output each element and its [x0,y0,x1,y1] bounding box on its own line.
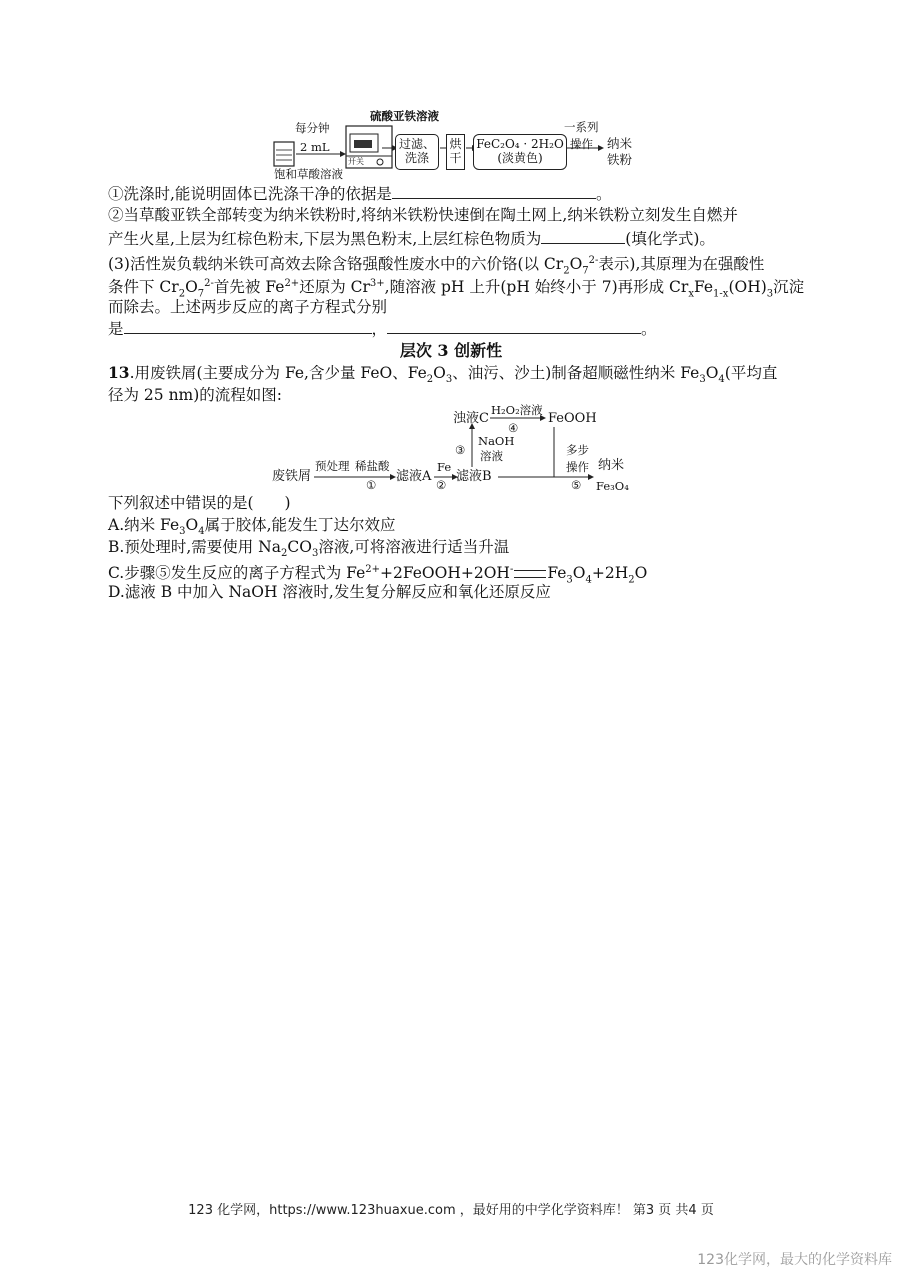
q13-stem-a: .用废铁屑(主要成分为 Fe,含少量 FeO、Fe [129,364,427,382]
pretreat-label: 预处理 [315,459,350,473]
sub: 2 [563,265,570,277]
q12-line3-text: 产生火星,上层为红棕色粉末,下层为黑色粉末,上层红棕色物质为 [108,230,542,248]
q12-line5-a: 条件下 Cr [108,278,179,297]
q13-stem-e: (平均直 [724,364,778,382]
answer-blank-2[interactable] [541,227,625,244]
option-d[interactable]: D.滤液 B 中加入 NaOH 溶液时,发生复分解反应和氧化还原反应 [108,583,551,601]
diagram1-left-bottom: 饱和草酸溶液 [274,167,343,181]
q12-line5-c: 还原为 Cr [299,278,370,297]
q12-line5-b: 首先被 Fe [213,278,285,297]
step3-num: ③ [455,443,466,457]
sub: 3 [445,374,453,386]
q12-line3-end: (填化学式)。 [625,230,715,248]
arrow-label-top: 一系列 [564,120,599,134]
filtrate-a-label: 滤液A [396,469,432,484]
option-c-text-2: +2FeOOH+2OH [380,564,510,583]
q12-line5-d: ,随溶液 pH 上升(pH 始终小于 7)再形成 Cr [384,278,689,297]
sub: 2 [280,548,288,560]
sup: 3+ [369,278,385,289]
diagram1-left-top: 每分钟 [295,121,330,135]
arrow-label-bottom: 操作 [570,137,593,151]
option-b-text-3: 溶液,可将溶液进行适当升温 [318,538,510,556]
sup: 2+ [284,278,300,289]
sup: 2- [588,255,599,266]
q12-line5-e: Fe [693,278,714,297]
step4-num: ④ [508,421,519,435]
sub: 2 [628,574,635,586]
answer-blank-3[interactable] [124,317,372,334]
multi-step-2: 操作 [566,460,589,474]
q12-line1-text: ①洗涤时,能说明固体已洗涤干净的依据是 [108,185,392,203]
q12-line1 [108,182,611,205]
sub: 1-x [713,288,729,300]
step2-num: ② [436,478,447,492]
nano-label: 纳米 [598,458,625,473]
option-c-text-6: O [634,564,648,583]
q12-line3 [108,227,715,250]
sub: 2 [426,374,434,386]
option-c-text-1: C.步骤⑤发生反应的离子方程式为 Fe [108,564,366,583]
box1-line1: 过滤、 [398,137,435,151]
q13-stem-d: O [705,364,719,382]
ferrous-oxalate-box [473,134,567,170]
q13-stem-b: O [433,364,446,382]
question-number: 13 [108,363,130,382]
box3-line2: (淡黄色) [497,151,543,165]
sub: 7 [582,265,589,277]
sub: 3 [699,374,706,386]
q13-stem-line2: 径为 25 nm)的流程如图: [108,386,283,404]
box1-line2: 洗涤 [404,151,429,165]
option-a-text-1: A.纳米 Fe [108,516,180,534]
equal-sign [514,570,546,578]
dry-box [446,134,465,170]
q12-line5-g: 沉淀 [773,278,805,297]
q12-line6: 而除去。上述两步反应的离子方程式分别 [108,298,388,316]
diagram1-rate: 2 mL [300,140,330,154]
h2o2-label: H₂O₂溶液 [491,403,543,417]
page-footer: 123 化学网，https://www.123huaxue.com ，最好用的中学化学资料库！ 第3 页 共4 页 [188,1203,714,1218]
sub: 7 [197,288,205,300]
section-heading: 层次 3 创新性 [399,341,503,360]
sub: 3 [311,548,319,560]
q12-line1-end: 。 [595,185,612,203]
oxo-symbol: O [185,278,198,297]
answer-blank-1[interactable] [392,182,596,199]
sup: 2+ [365,564,380,575]
step5-num: ⑤ [571,478,582,492]
option-c-text-4: O [572,564,586,583]
sub: x [688,288,694,300]
oxo-symbol: O [569,255,583,274]
sup: - [509,564,514,575]
q12-line7 [108,317,657,340]
q12-line5-f: (OH) [728,278,767,297]
sub: 2 [178,288,186,300]
box2-line2: 干 [449,151,462,165]
sub: 4 [718,374,725,386]
sub: 3 [179,526,186,538]
option-b-text-1: B.预处理时,需要使用 Na [108,538,281,556]
product-label [607,136,632,168]
q12-line2: ②当草酸亚铁全部转变为纳米铁粉时,将纳米铁粉快速倒在陶土网上,纳米铁粉立刻发生自燃并 [108,206,738,224]
option-c-text-5: +2H [591,564,629,583]
sub: 4 [585,574,592,586]
sub: 3 [566,574,573,586]
sub: 4 [198,526,205,538]
step1-num: ① [366,478,377,492]
sup: 2- [204,278,214,289]
option-c-text-3: Fe [547,564,567,583]
filter-wash-box [395,134,439,170]
option-a-text-3: 属于胶体,能发生丁达尔效应 [204,516,396,534]
multi-step-1: 多步 [566,443,589,457]
fe3o4-label: Fe₃O₄ [596,479,629,493]
answer-blank-4[interactable] [387,317,641,334]
diagram1-top-label: 硫酸亚铁溶液 [370,109,439,123]
filtrate-b-label: 滤液B [456,469,492,484]
product-line1: 纳米 [607,136,633,151]
option-b-text-2: CO [287,538,312,556]
q13-question: 下列叙述中错误的是( ) [108,494,291,512]
switch-label: 开关 [348,157,364,166]
waste-iron-label: 废铁屑 [272,469,312,484]
q13-stem-c: 、油污、沙土)制备超顺磁性纳米 Fe [452,364,700,382]
watermark: 123化学网，最大的化学资料库 [697,1252,892,1268]
feooh-label: FeOOH [548,411,597,426]
q12-line7-b: ， [371,320,388,338]
box2-line1: 烘 [449,137,462,151]
box3-line1: FeC₂O₄ · 2H₂O [476,137,564,151]
q12-line7-c: 。 [641,320,657,338]
q12-line4-text: (3)活性炭负载纳米铁可高效去除含铬强酸性废水中的六价铬(以 Cr [108,255,564,274]
naoh-label-2: 溶液 [480,449,503,463]
q12-line7-a: 是 [108,320,124,338]
option-a-text-2: O [185,516,199,534]
turbid-c-label: 浊液C [453,411,489,426]
q12-line4-end: 表示),其原理为在强酸性 [598,255,765,274]
product-line2: 铁粉 [607,152,633,167]
fe-label: Fe [437,460,452,474]
naoh-label-1: NaOH [478,434,515,448]
sub: 3 [766,288,774,300]
hcl-label: 稀盐酸 [355,459,390,473]
